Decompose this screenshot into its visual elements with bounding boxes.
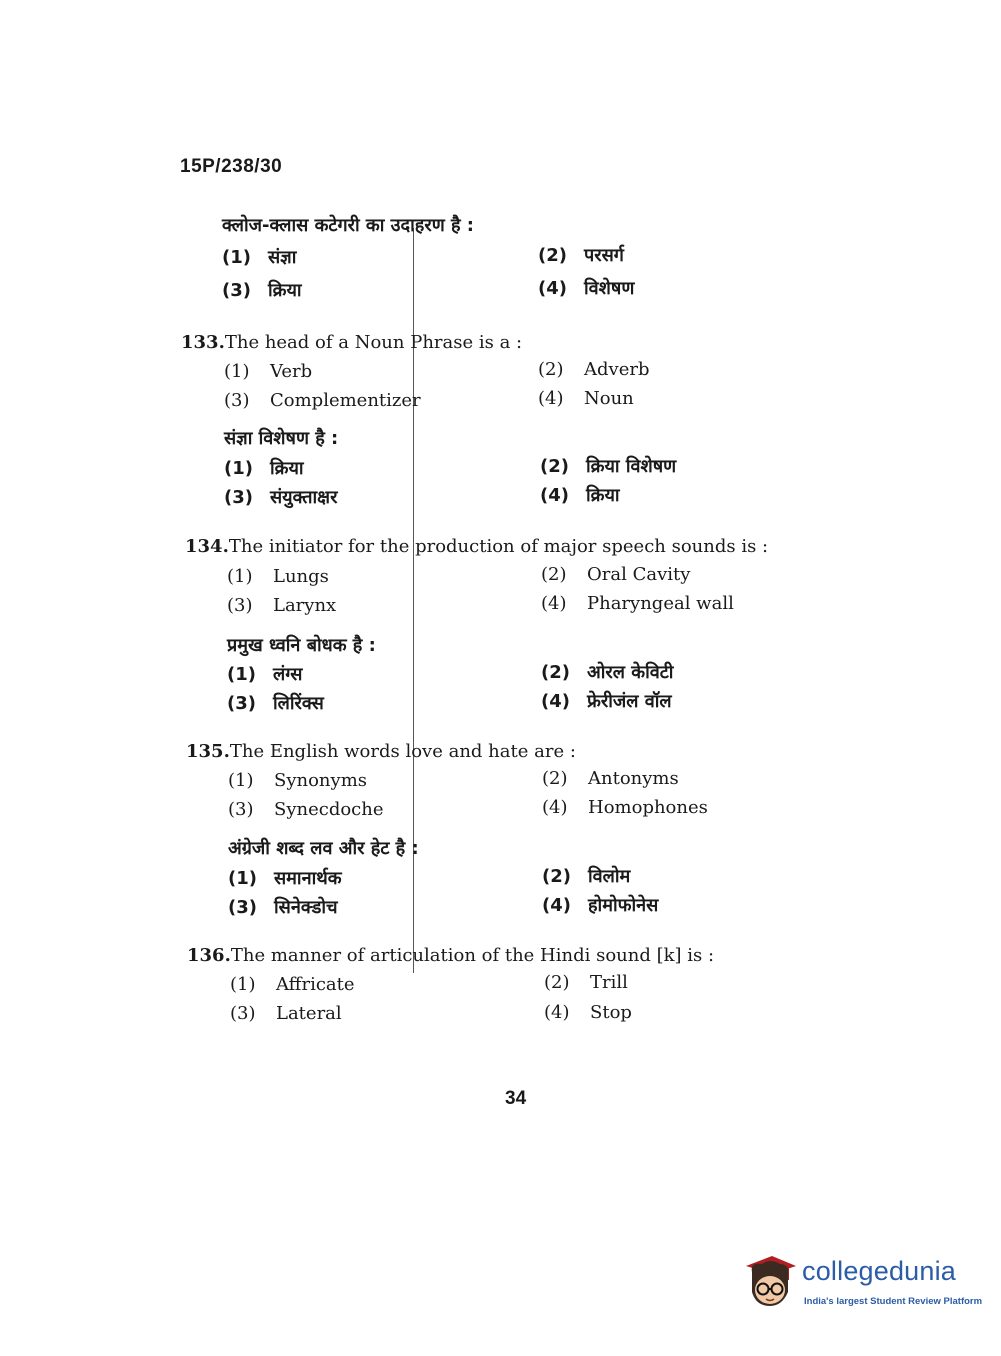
option-1: (1) Synonyms: [228, 770, 367, 791]
option-2-hindi: (2) ओरल केविटी: [541, 662, 674, 683]
option-3: (3) Complementizer: [224, 390, 421, 411]
option-1-hindi: (1) क्रिया: [224, 458, 304, 479]
option-3-hindi: (3) सिनेक्डोच: [228, 897, 338, 918]
option-2: (2) Trill: [544, 972, 628, 993]
option-3-hindi: (3) लिरिंक्स: [227, 693, 324, 714]
option-3: (3) Lateral: [230, 1003, 342, 1024]
option-3: (3) क्रिया: [222, 280, 302, 301]
question-stem-hindi: अंग्रेजी शब्द लव और हेट है :: [228, 838, 419, 859]
question-stem: 134.The initiator for the production of major speech sounds is :: [185, 536, 769, 557]
option-1: (1) Verb: [224, 361, 313, 382]
option-3: (3) Synecdoche: [228, 799, 384, 820]
option-4: (4) Homophones: [542, 797, 708, 818]
page-number: 34: [505, 1088, 527, 1109]
option-4: (4) विशेषण: [538, 278, 635, 299]
question-stem: 133.The head of a Noun Phrase is a :: [181, 332, 523, 353]
option-1: (1) Affricate: [230, 974, 355, 995]
option-3: (3) Larynx: [227, 595, 337, 616]
option-2: (2) Adverb: [538, 359, 650, 380]
logo-wordmark: collegedunia: [802, 1256, 957, 1286]
option-2: (2) परसर्ग: [538, 245, 624, 266]
question-stem-hindi: प्रमुख ध्वनि बोधक है :: [227, 635, 376, 656]
option-4: (4) Pharyngeal wall: [541, 593, 734, 614]
question-stem: 135.The English words love and hate are :: [186, 741, 576, 762]
option-4: (4) Stop: [544, 1002, 632, 1023]
option-1-hindi: (1) समानार्थक: [228, 868, 342, 889]
option-2-hindi: (2) क्रिया विशेषण: [540, 456, 677, 477]
option-1: (1) संज्ञा: [222, 247, 297, 268]
option-2: (2) Oral Cavity: [541, 564, 691, 585]
option-4-hindi: (4) होमोफोनेस: [542, 895, 659, 916]
page-code: 15P/238/30: [180, 156, 283, 177]
option-4-hindi: (4) फ्रेरीजंल वॉल: [541, 691, 672, 712]
option-1: (1) Lungs: [227, 566, 329, 587]
mascot-icon: [742, 1252, 798, 1310]
logo-tagline: India's largest Student Review Platform: [804, 1296, 983, 1307]
option-3-hindi: (3) संयुक्ताक्षर: [224, 487, 338, 508]
option-2-hindi: (2) विलोम: [542, 866, 631, 887]
option-1-hindi: (1) लंग्स: [227, 664, 303, 685]
option-4-hindi: (4) क्रिया: [540, 485, 620, 506]
collegedunia-logo[interactable]: [742, 1250, 983, 1314]
question-stem: क्लोज-क्लास कटेगरी का उदाहरण है :: [222, 215, 474, 236]
option-4: (4) Noun: [538, 388, 634, 409]
question-stem: 136.The manner of articulation of the Hindi sound [k] is :: [187, 945, 715, 966]
option-2: (2) Antonyms: [542, 768, 679, 789]
question-stem-hindi: संज्ञा विशेषण है :: [224, 428, 339, 449]
